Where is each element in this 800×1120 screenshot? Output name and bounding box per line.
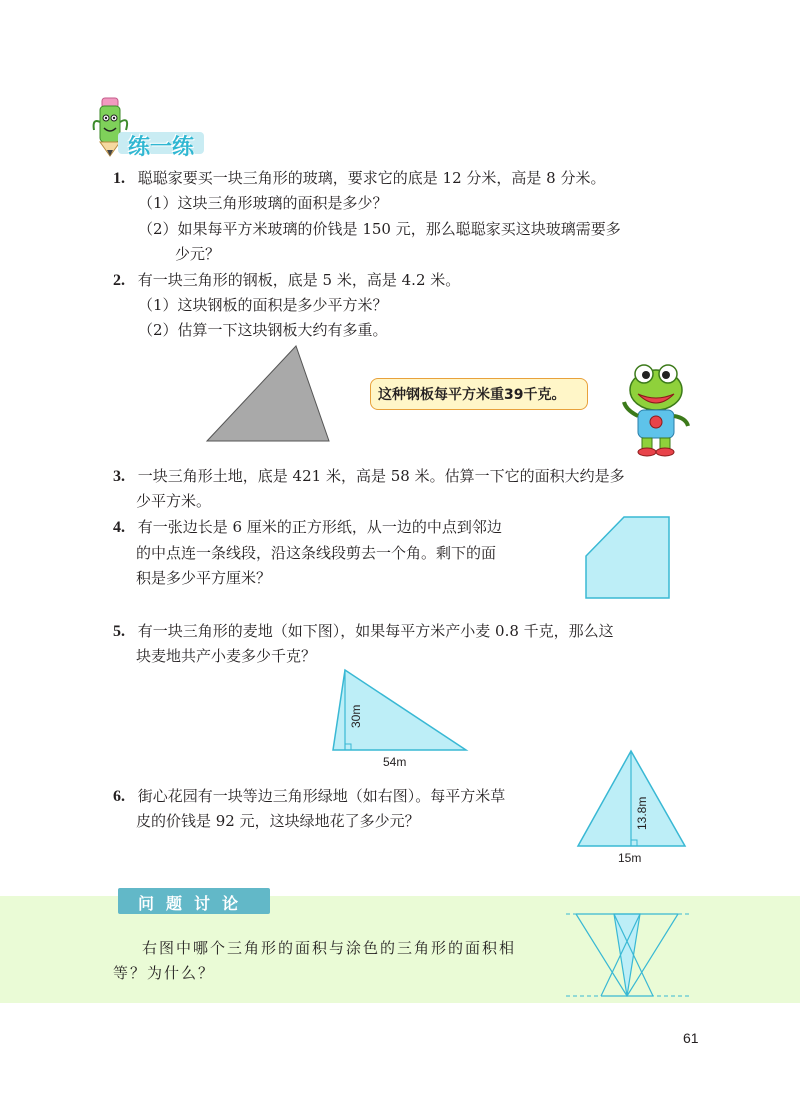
steel-plate-triangle	[207, 346, 329, 441]
problem-3-cont: 少平方米。	[136, 492, 212, 510]
problem-3-text: 一块三角形土地，底是 421 米，高是 58 米。估算一下它的面积大约是多	[137, 467, 625, 485]
discussion-text-2: 等？为什么？	[113, 964, 216, 982]
wheat-base-label: 54m	[383, 755, 407, 769]
section-title: 练一练	[128, 135, 195, 160]
discussion-title: 问题讨论	[137, 894, 250, 913]
problem-4	[113, 517, 502, 538]
problem-1-sub-1	[138, 193, 388, 213]
problem-1-sub-2-cont: 少元？	[175, 245, 221, 263]
sub-text: 这块三角形玻璃的面积是多少？	[177, 194, 388, 212]
problem-2	[113, 270, 460, 291]
garden-height-label: 13.8m	[635, 796, 649, 830]
cut-square-shape	[586, 517, 669, 598]
problem-5-number: 5.	[113, 623, 125, 640]
problem-3	[113, 466, 625, 487]
problem-2-sub-2	[138, 320, 388, 340]
garden-base-label: 15m	[618, 851, 642, 865]
problem-5-text: 有一块三角形的麦地（如下图），如果每平方米产小麦 0.8 千克，那么这	[137, 622, 614, 640]
shaded-triangle	[614, 914, 640, 996]
problem-1-sub-2	[138, 219, 621, 239]
problem-4-text: 有一张边长是 6 厘米的正方形纸，从一边的中点到邻边	[137, 518, 502, 536]
problem-2-number: 2.	[113, 272, 125, 289]
sub-text: 估算一下这块钢板大约有多重。	[177, 321, 388, 339]
problem-2-text: 有一块三角形的钢板，底是 5 米，高是 4.2 米。	[137, 271, 461, 289]
problem-5	[113, 621, 614, 642]
sub-label: （2）	[138, 220, 178, 238]
wheat-height-label: 30m	[349, 704, 363, 728]
cut-square-figure	[582, 512, 674, 602]
frog-mascot-icon	[620, 360, 692, 460]
problem-1-text: 聪聪家要买一块三角形的玻璃，要求它的底是 12 分米，高是 8 分米。	[137, 169, 606, 187]
sub-label: （2）	[138, 321, 178, 339]
problem-6-cont: 皮的价钱是 92 元，这块绿地花了多少元？	[136, 812, 420, 830]
sub-label: （1）	[138, 194, 178, 212]
parallel-triangles-figure	[566, 906, 690, 1002]
speech-bubble-text: 这种钢板每平方米重39千克。	[378, 387, 566, 403]
sub-text: 如果每平方米玻璃的价钱是 150 元，那么聪聪家买这块玻璃需要多	[177, 220, 621, 238]
problem-6-number: 6.	[113, 788, 125, 805]
wheat-field-figure	[326, 664, 476, 772]
page-number: 61	[683, 1030, 699, 1046]
problem-4-cont-1: 的中点连一条线段，沿这条线段剪去一个角。剩下的面	[136, 544, 497, 562]
problem-6	[113, 786, 505, 807]
problem-6-text: 街心花园有一块等边三角形绿地（如右图）。每平方米草	[137, 787, 506, 805]
problem-4-number: 4.	[113, 519, 125, 536]
steel-plate-figure	[200, 340, 340, 446]
problem-1	[113, 168, 606, 189]
garden-figure	[572, 746, 692, 868]
problem-4-cont-2: 积是多少平方厘米？	[136, 569, 272, 587]
problem-1-number: 1.	[113, 170, 125, 187]
sub-text: 这块钢板的面积是多少平方米？	[177, 296, 388, 314]
problem-5-cont: 块麦地共产小麦多少千克？	[136, 647, 317, 665]
problem-3-number: 3.	[113, 468, 125, 485]
sub-label: （1）	[138, 296, 178, 314]
discussion-text-1: 右图中哪个三角形的面积与涂色的三角形的面积相	[142, 939, 517, 957]
problem-2-sub-1	[138, 295, 388, 315]
